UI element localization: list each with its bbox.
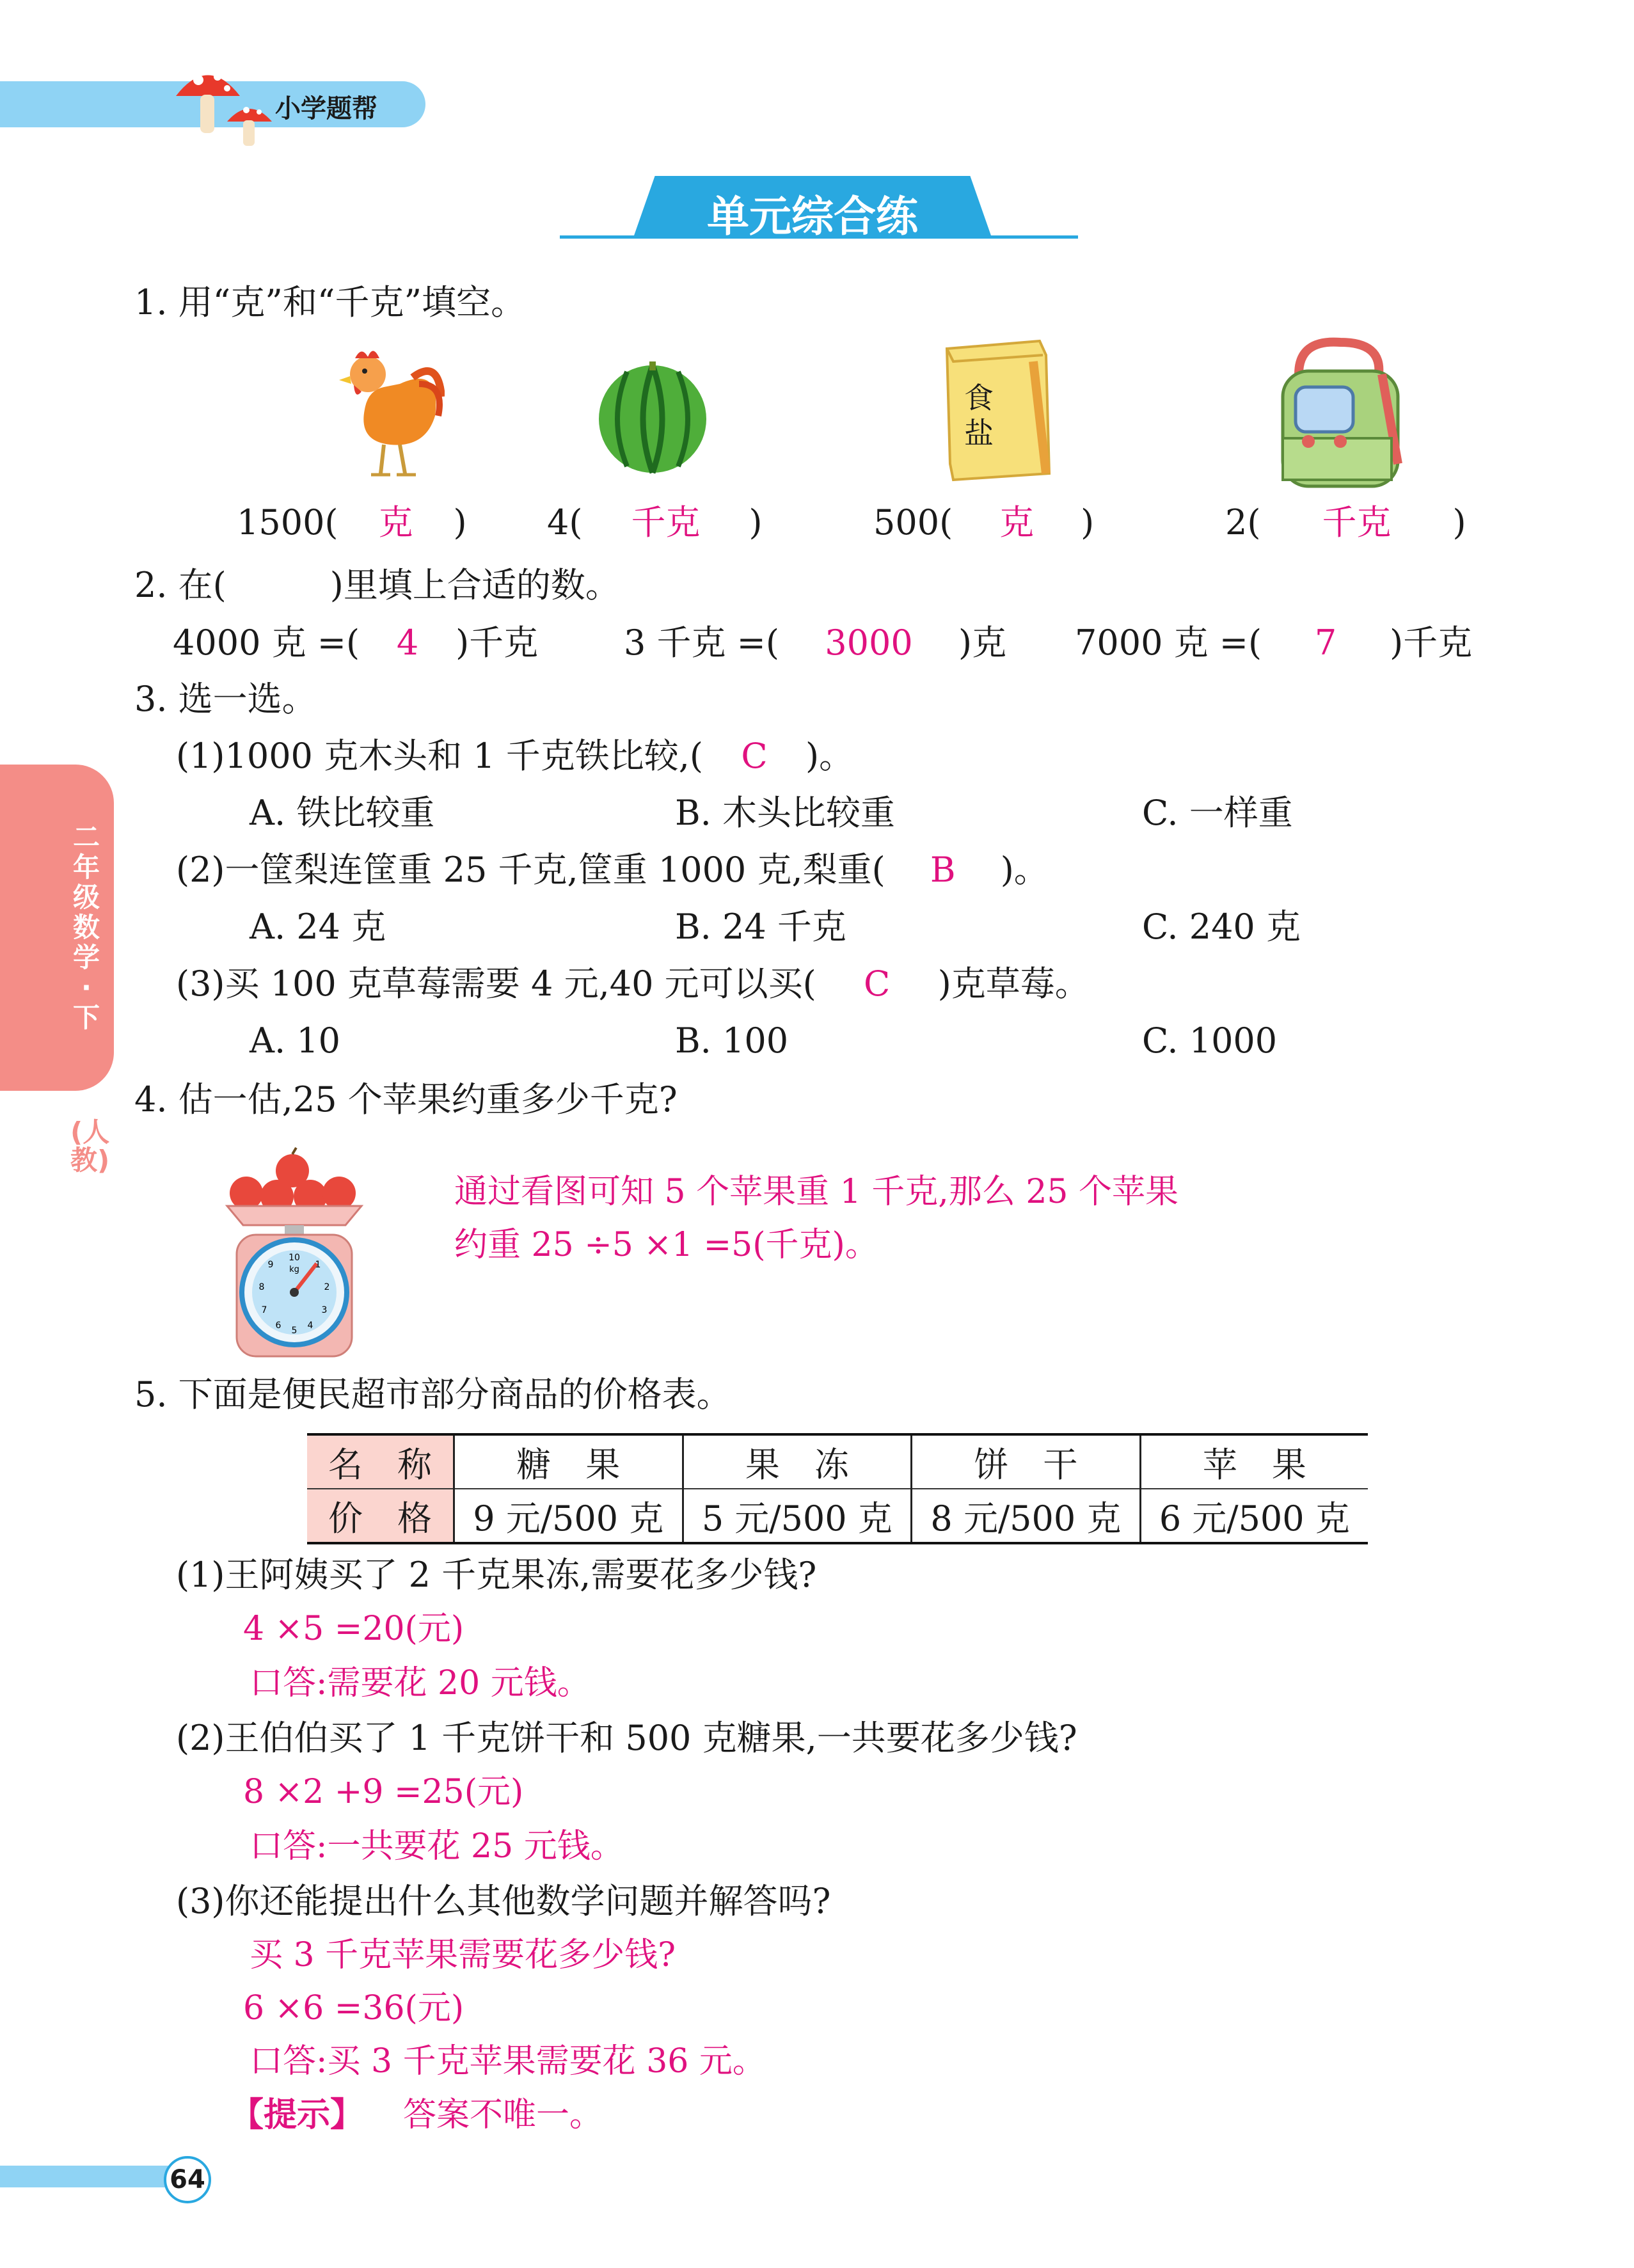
q5-sub3-reply: 口答:买 3 千克苹果需要花 36 元。 (250, 2042, 766, 2081)
scale-dial-2: 2 (324, 1282, 330, 1292)
q1-answer-4: 千克 (1322, 502, 1392, 543)
q3-sub2-option-b: B. 24 千克 (675, 907, 846, 947)
price-table-cell: 苹 果 (1140, 1434, 1368, 1489)
q3-sub2-option-a: A. 24 克 (250, 907, 386, 947)
q3-sub2: (2)一筐梨连筐重 25 千克,筐重 1000 克,梨重( B )。 (176, 850, 1049, 890)
q3-sub1-answer: C (741, 736, 768, 776)
scale-dial-10: 10 (289, 1253, 300, 1263)
scale-dial-3: 3 (321, 1305, 328, 1315)
q3-sub1-option-c: C. 一样重 (1142, 793, 1293, 833)
q5-stem: 5. 下面是便民超市部分商品的价格表。 (134, 1374, 731, 1415)
q1-item-4: 2( 千克 ) (1225, 502, 1466, 543)
q2-answer-2: 3000 (825, 623, 913, 663)
q3-sub3: (3)买 100 克草莓需要 4 元,40 元可以买( C )克草莓。 (176, 964, 1090, 1004)
q2-part-3: 7000 克 =( 7 )千克 (1075, 623, 1473, 663)
scale-unit: kg (289, 1265, 299, 1274)
q2-stem: 2. 在( )里填上合适的数。 (134, 565, 620, 605)
q5-sub1-question: (1)王阿姨买了 2 千克果冻,需要花多少钱? (176, 1555, 817, 1595)
q3-sub1: (1)1000 克木头和 1 千克铁比较,( C )。 (176, 736, 854, 776)
price-table-cell: 5 元/500 克 (683, 1489, 912, 1543)
q2-answer-1: 4 (396, 623, 419, 663)
q5-sub2-calc: 8 ×2 +9 =25(元) (243, 1773, 524, 1811)
q3-sub3-option-b: B. 100 (675, 1020, 789, 1061)
q5-sub2-question: (2)王伯伯买了 1 千克饼干和 500 克糖果,一共要花多少钱? (176, 1718, 1077, 1758)
q4-stem: 4. 估一估,25 个苹果约重多少千克? (134, 1079, 678, 1120)
q1-item-2: 4( 千克 ) (547, 502, 763, 543)
price-table-cell: 名 称 (307, 1434, 454, 1489)
side-tab-edition: (人教) (70, 1116, 110, 1177)
price-table-cell: 9 元/500 克 (454, 1489, 683, 1543)
q5-sub2-reply: 口答:一共要花 25 元钱。 (250, 1827, 624, 1866)
price-table-cell: 6 元/500 克 (1140, 1489, 1368, 1543)
q3-sub1-option-b: B. 木头比较重 (675, 793, 896, 833)
q5-sub3-question: (3)你还能提出什么其他数学问题并解答吗? (176, 1881, 831, 1921)
scale-dial-9: 9 (267, 1260, 274, 1270)
price-table-cell: 糖 果 (454, 1434, 683, 1489)
q3-sub2-option-c: C. 240 克 (1142, 907, 1301, 947)
price-table-header-row (307, 1434, 1368, 1489)
hint-text: 答案不唯一。 (403, 2096, 603, 2134)
price-table-cell: 饼 干 (912, 1434, 1141, 1489)
q5-sub1-calc: 4 ×5 =20(元) (243, 1610, 464, 1648)
scale-dial-7: 7 (261, 1305, 267, 1315)
scale-dial-5: 5 (291, 1326, 297, 1336)
q3-stem: 3. 选一选。 (134, 679, 317, 719)
q1-stem: 1. 用“克”和“千克”填空。 (134, 282, 526, 322)
price-table-row (307, 1489, 1368, 1543)
price-table-cell: 果 冻 (683, 1434, 912, 1489)
side-tab-grade: 二年级数学·下 (72, 821, 100, 1034)
rooster-icon (329, 339, 445, 486)
watermelon-icon (595, 361, 710, 477)
scale-dial-6: 6 (275, 1320, 282, 1331)
q3-sub3-option-a: A. 10 (250, 1020, 341, 1061)
apple-scale-icon (221, 1145, 368, 1363)
brand-name: 小学题帮 (275, 94, 377, 123)
salt-bag-label: 食盐 (964, 381, 994, 451)
scale-dial-8: 8 (258, 1282, 265, 1292)
price-table (307, 1433, 1368, 1544)
price-table-cell: 价 格 (307, 1489, 454, 1543)
hint-label: 【提示】 (230, 2096, 364, 2134)
q2-answer-3: 7 (1314, 623, 1337, 663)
q2-part-2: 3 千克 =( 3000 )克 (624, 623, 1007, 663)
page-number: 64 (164, 2156, 211, 2203)
q4-answer-line1: 通过看图可知 5 个苹果重 1 千克,那么 25 个苹果 (454, 1173, 1179, 1211)
price-table-cell: 8 元/500 克 (912, 1489, 1141, 1543)
q5-sub3-calc: 6 ×6 =36(元) (243, 1989, 464, 2027)
q1-item-1: 1500( 克 ) (237, 502, 467, 543)
q4-answer-line2: 约重 25 ÷5 ×1 =5(千克)。 (454, 1226, 878, 1264)
q2-part-1: 4000 克 =( 4 )千克 (173, 623, 539, 663)
q1-answer-1: 克 (378, 502, 413, 543)
mushroom-logo-icon (163, 58, 278, 150)
q3-sub2-answer: B (930, 850, 956, 890)
backpack-icon (1270, 336, 1404, 489)
q3-sub1-option-a: A. 铁比较重 (250, 793, 435, 833)
q1-answer-3: 克 (999, 502, 1035, 543)
q5-sub3-proposed-question: 买 3 千克苹果需要花多少钱? (250, 1936, 676, 1974)
q1-answer-2: 千克 (631, 502, 701, 543)
scale-dial-4: 4 (307, 1320, 313, 1331)
q3-sub3-answer: C (864, 964, 891, 1004)
q5-sub1-reply: 口答:需要花 20 元钱。 (250, 1664, 591, 1702)
q3-sub3-option-c: C. 1000 (1142, 1020, 1278, 1061)
page-title: 单元综合练 (707, 192, 918, 241)
scale-dial-1: 1 (315, 1260, 321, 1270)
q1-item-3: 500( 克 ) (873, 502, 1095, 543)
